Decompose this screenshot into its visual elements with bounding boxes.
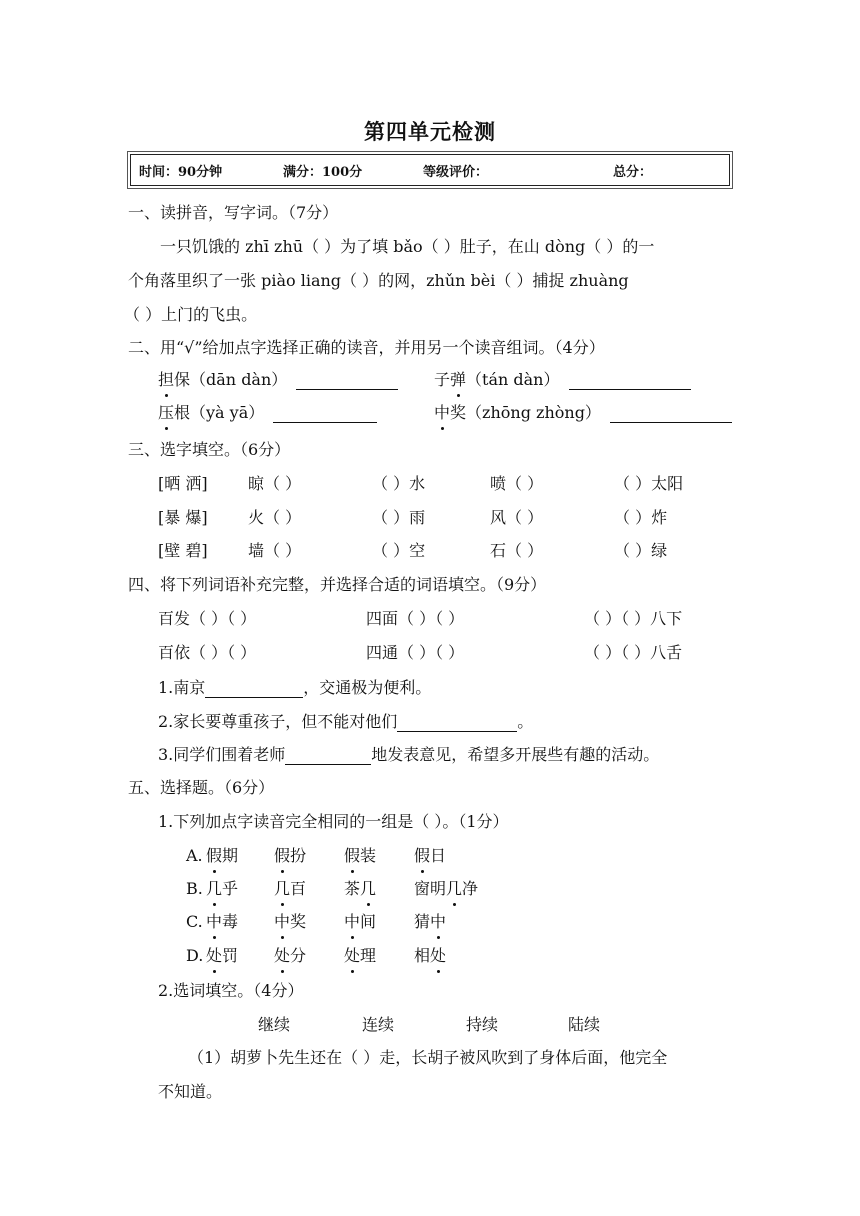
page-title: 第四单元检测 bbox=[364, 119, 496, 144]
dotted-char: 中 bbox=[434, 403, 451, 422]
answer-blank[interactable] bbox=[205, 681, 303, 698]
answer-blank[interactable] bbox=[397, 715, 517, 732]
s5-q2-sentence-1-cont: 不知道。 bbox=[158, 1082, 223, 1101]
answer-blank[interactable] bbox=[610, 406, 732, 423]
dotted-char: 假 bbox=[414, 846, 431, 865]
option-word: 中间 bbox=[344, 912, 377, 931]
section-1-heading: 一、读拼音，写字词。（7分） bbox=[128, 203, 339, 222]
choice-word: 持续 bbox=[466, 1015, 499, 1034]
option-word: 窗明几净 bbox=[414, 879, 479, 898]
option-word: 处理 bbox=[344, 946, 377, 965]
dotted-char: 几 bbox=[206, 879, 223, 898]
answer-blank[interactable] bbox=[569, 373, 691, 390]
s4-question-2: 2.家长要尊重孩子，但不能对他们 。 bbox=[158, 712, 534, 731]
option-word: 茶几 bbox=[344, 879, 377, 898]
s5-q2-sentence-1: （1）胡萝卜先生还在（ ）走，长胡子被风吹到了身体后面，他完全 bbox=[188, 1048, 668, 1067]
dotted-char: 压 bbox=[158, 403, 175, 422]
info-grade: 等级评价： bbox=[423, 165, 489, 180]
s4-question-1: 1.南京 ，交通极为便利。 bbox=[158, 678, 432, 697]
section-1-line-1: 一只饥饿的 zhī zhū（ ）为了填 bǎo（ ）肚子，在山 dòng（ ）的一 bbox=[160, 237, 655, 256]
option-label: D. bbox=[186, 946, 204, 965]
info-time: 时间：90分钟 bbox=[139, 165, 223, 180]
info-full-score: 满分：100分 bbox=[283, 165, 363, 180]
option-label: C. bbox=[186, 912, 203, 931]
dotted-char: 假 bbox=[344, 846, 361, 865]
section-3-heading: 三、选字填空。（6分） bbox=[128, 440, 291, 459]
section-4-heading: 四、将下列词语补充完整，并选择合适的词语填空。（9分） bbox=[128, 575, 547, 594]
section-5-heading: 五、选择题。（6分） bbox=[128, 778, 275, 797]
answer-blank[interactable] bbox=[296, 373, 398, 390]
dotted-char: 担 bbox=[158, 370, 175, 389]
s2-item-1: 担保（dān dàn） bbox=[158, 370, 398, 390]
option-word: 假期 bbox=[206, 846, 239, 865]
info-box bbox=[130, 154, 730, 186]
option-word: 假装 bbox=[344, 846, 377, 865]
s2-item-3: 压根（yà yā） bbox=[158, 403, 377, 423]
option-label: A. bbox=[186, 846, 203, 865]
s4-question-3: 3.同学们围着老师 地发表意见，希望多开展些有趣的活动。 bbox=[158, 745, 660, 764]
dotted-char: 中 bbox=[274, 912, 291, 931]
option-word: 中毒 bbox=[206, 912, 239, 931]
dotted-char: 几 bbox=[274, 879, 291, 898]
option-word: 处罚 bbox=[206, 946, 239, 965]
choice-word: 连续 bbox=[362, 1015, 395, 1034]
dotted-char: 中 bbox=[206, 912, 223, 931]
option-word: 假扮 bbox=[274, 846, 307, 865]
s5-question-1: 1.下列加点字读音完全相同的一组是（ ）。（1分） bbox=[158, 812, 509, 831]
dotted-char: 处 bbox=[206, 946, 223, 965]
dotted-char: 假 bbox=[274, 846, 291, 865]
info-total: 总分： bbox=[613, 165, 653, 180]
answer-blank[interactable] bbox=[273, 406, 377, 423]
dotted-char: 处 bbox=[430, 946, 447, 965]
option-word: 相处 bbox=[414, 946, 447, 965]
option-word: 假日 bbox=[414, 846, 447, 865]
choice-word: 陆续 bbox=[568, 1015, 601, 1034]
section-1-line-2: 个角落里织了一张 piào liang（ ）的网，zhǔn bèi（ ）捕捉 zhuàng bbox=[128, 271, 629, 290]
option-word: 猜中 bbox=[414, 912, 447, 931]
dotted-char: 处 bbox=[344, 946, 361, 965]
choice-word: 继续 bbox=[258, 1015, 291, 1034]
answer-blank[interactable] bbox=[285, 748, 371, 765]
s5-question-2: 2.选词填空。（4分） bbox=[158, 981, 304, 1000]
section-2-heading: 二、用“√”给加点字选择正确的读音，并用另一个读音组词。（4分） bbox=[128, 338, 605, 357]
option-label: B. bbox=[186, 879, 203, 898]
dotted-char: 处 bbox=[274, 946, 291, 965]
dotted-char: 弹 bbox=[450, 370, 467, 389]
option-word: 几乎 bbox=[206, 879, 239, 898]
option-word: 处分 bbox=[274, 946, 307, 965]
s2-item-2: 子弹（tán dàn） bbox=[434, 370, 691, 390]
section-1-line-3: （ ）上门的飞虫。 bbox=[124, 305, 258, 324]
option-word: 中奖 bbox=[274, 912, 307, 931]
dotted-char: 假 bbox=[206, 846, 223, 865]
s2-item-4: 中奖（zhōng zhòng） bbox=[434, 403, 732, 423]
dotted-char: 中 bbox=[344, 912, 361, 931]
dotted-char: 几 bbox=[446, 879, 463, 898]
option-word: 几百 bbox=[274, 879, 307, 898]
dotted-char: 几 bbox=[360, 879, 377, 898]
dotted-char: 中 bbox=[430, 912, 447, 931]
